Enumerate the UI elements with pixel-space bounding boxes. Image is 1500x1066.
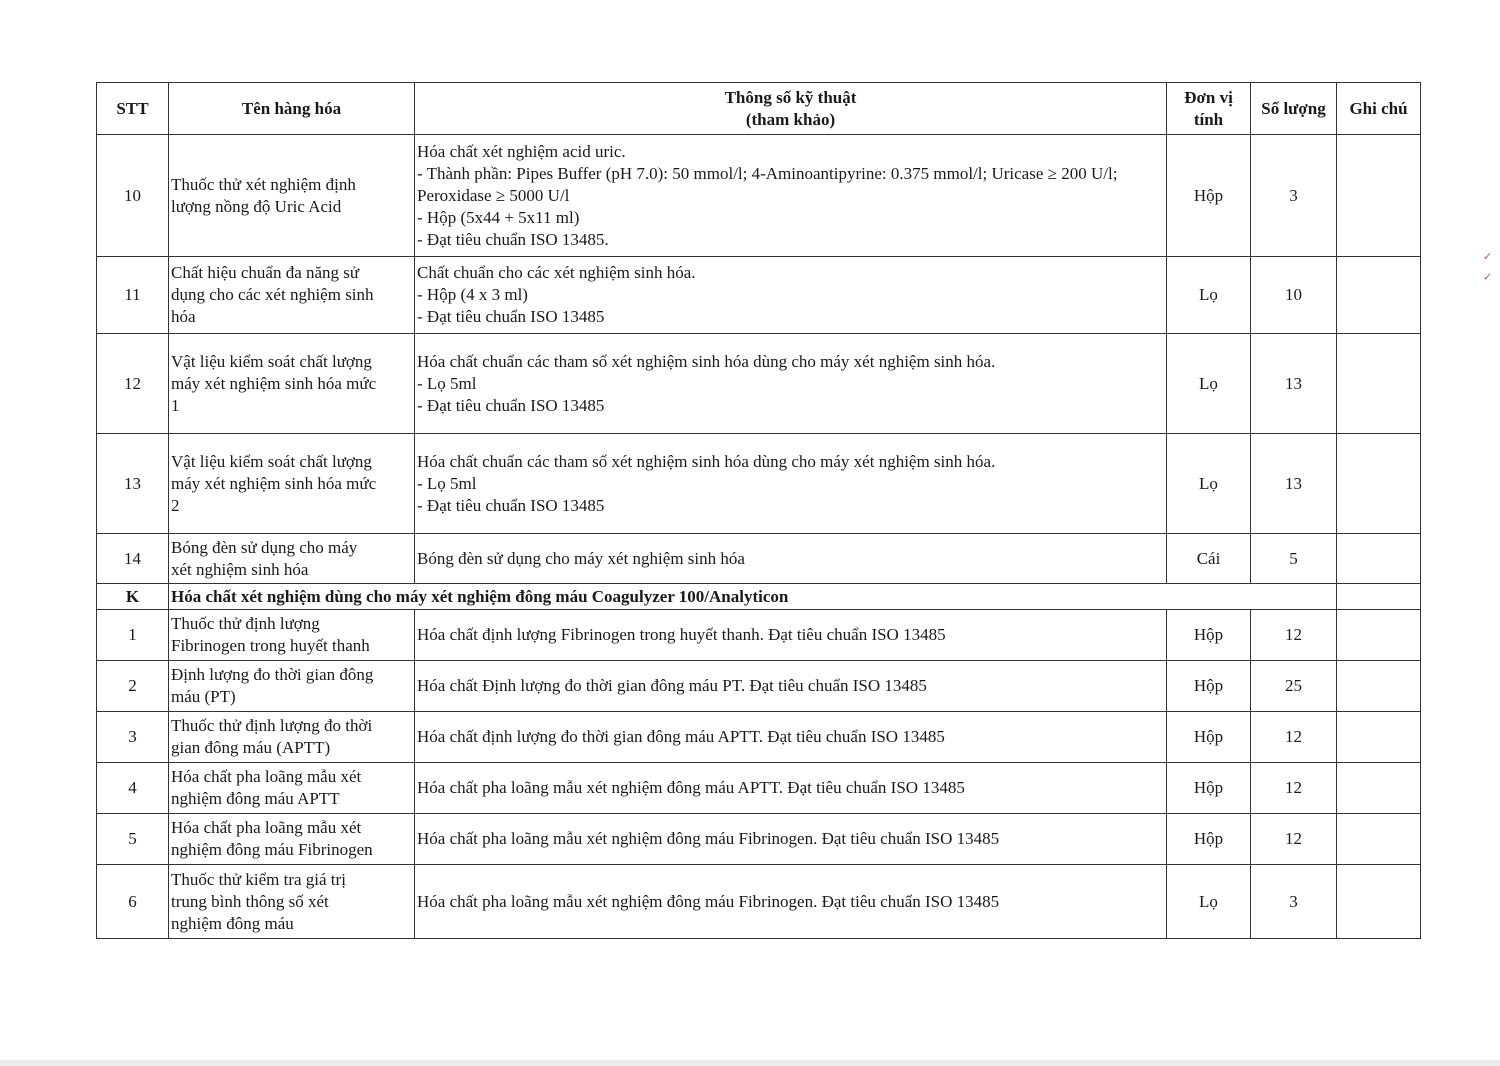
spec-line: - Đạt tiêu chuẩn ISO 13485 <box>417 395 605 415</box>
cell-qty: 12 <box>1251 610 1337 661</box>
name-line: Vật liệu kiểm soát chất lượng <box>171 451 372 471</box>
spec-line: Hóa chất chuẩn các tham số xét nghiệm sinh hóa dùng cho máy xét nghiệm sinh hóa. <box>417 351 996 371</box>
cell-qty: 25 <box>1251 661 1337 712</box>
spec-line: Hóa chất Định lượng đo thời gian đông máu PT. Đạt tiêu chuẩn ISO 13485 <box>417 676 927 695</box>
spec-line: Hóa chất pha loãng mẫu xét nghiệm đông máu APTT. Đạt tiêu chuẩn ISO 13485 <box>417 778 965 797</box>
cell-spec <box>415 610 1167 661</box>
cell-stt: 1 <box>97 610 169 661</box>
cell-qty: 3 <box>1251 135 1337 257</box>
header-unit <box>1167 83 1251 135</box>
cell-spec <box>415 334 1167 434</box>
cell-unit: Lọ <box>1167 434 1251 534</box>
header-note: Ghi chú <box>1337 83 1421 135</box>
table-row <box>97 534 1421 584</box>
table-header-row <box>97 83 1421 135</box>
spec-line: - Lọ 5ml <box>417 373 477 393</box>
cell-name <box>169 434 415 534</box>
spec-line: - Hộp (5x44 + 5x11 ml) <box>417 207 580 227</box>
table-row <box>97 712 1421 763</box>
table-row <box>97 661 1421 712</box>
name-line: Thuốc thử xét nghiệm định <box>171 174 356 194</box>
header-spec-line2: (tham khảo) <box>745 109 836 129</box>
spec-line: - Đạt tiêu chuẩn ISO 13485 <box>417 307 605 326</box>
cell-stt: 6 <box>97 865 169 939</box>
name-line: nghiệm đông máu Fibrinogen <box>171 840 373 859</box>
cell-spec <box>415 814 1167 865</box>
cell-spec <box>415 865 1167 939</box>
cell-name <box>169 257 415 334</box>
spec-line: Hóa chất định lượng Fibrinogen trong huyết thanh. Đạt tiêu chuẩn ISO 13485 <box>417 625 946 644</box>
name-line: Fibrinogen trong huyết thanh <box>171 636 370 655</box>
cell-unit: Lọ <box>1167 257 1251 334</box>
name-line: dụng cho các xét nghiệm sinh <box>171 285 374 304</box>
cell-note <box>1337 434 1421 534</box>
cell-qty: 13 <box>1251 334 1337 434</box>
name-line: Thuốc thử kiểm tra giá trị <box>171 869 346 889</box>
scan-edge <box>0 1060 1500 1066</box>
name-line: Hóa chất pha loãng mẫu xét <box>171 818 362 837</box>
cell-name <box>169 534 415 584</box>
cell-qty: 3 <box>1251 865 1337 939</box>
name-line: máu (PT) <box>171 687 236 706</box>
cell-unit: Cái <box>1167 534 1251 584</box>
name-line: Vật liệu kiểm soát chất lượng <box>171 351 372 371</box>
cell-spec <box>415 763 1167 814</box>
header-qty: Số lượng <box>1251 83 1337 135</box>
cell-stt: 2 <box>97 661 169 712</box>
cell-stt: 12 <box>97 334 169 434</box>
cell-unit: Hộp <box>1167 814 1251 865</box>
name-line: Bóng đèn sử dụng cho máy <box>171 537 358 557</box>
name-line: trung bình thông số xét <box>171 891 329 911</box>
cell-note <box>1337 257 1421 334</box>
document-sheet <box>96 82 1420 939</box>
cell-stt: 5 <box>97 814 169 865</box>
spec-line: - Lọ 5ml <box>417 473 477 493</box>
table-row <box>97 865 1421 939</box>
spec-line: Chất chuẩn cho các xét nghiệm sinh hóa. <box>417 263 696 282</box>
cell-spec <box>415 257 1167 334</box>
spec-line: Hóa chất xét nghiệm acid uric. <box>417 141 626 161</box>
cell-note <box>1337 763 1421 814</box>
cell-unit: Hộp <box>1167 661 1251 712</box>
table-row <box>97 334 1421 434</box>
header-stt: STT <box>97 83 169 135</box>
name-line: máy xét nghiệm sinh hóa mức <box>171 373 377 393</box>
cell-name <box>169 661 415 712</box>
cell-stt: 13 <box>97 434 169 534</box>
cell-name <box>169 334 415 434</box>
table-row <box>97 610 1421 661</box>
cell-name <box>169 763 415 814</box>
margin-stamp-mark: ✓ ✓ <box>1481 250 1494 286</box>
header-spec <box>415 83 1167 135</box>
cell-name <box>169 135 415 257</box>
name-line: 2 <box>171 495 180 515</box>
cell-spec <box>415 712 1167 763</box>
cell-unit: Hộp <box>1167 763 1251 814</box>
header-unit-line2: tính <box>1193 109 1224 129</box>
cell-name <box>169 610 415 661</box>
cell-note <box>1337 661 1421 712</box>
name-line: gian đông máu (APTT) <box>171 738 331 757</box>
name-line: Chất hiệu chuẩn đa năng sử <box>171 263 360 282</box>
cell-note <box>1337 865 1421 939</box>
cell-note <box>1337 712 1421 763</box>
cell-stt: 10 <box>97 135 169 257</box>
cell-qty: 12 <box>1251 763 1337 814</box>
cell-unit: Hộp <box>1167 610 1251 661</box>
cell-note <box>1337 610 1421 661</box>
cell-name <box>169 865 415 939</box>
cell-note <box>1337 534 1421 584</box>
goods-table <box>96 82 1421 939</box>
spec-line: - Hộp (4 x 3 ml) <box>417 285 528 304</box>
section-note <box>1337 584 1421 610</box>
cell-unit: Hộp <box>1167 712 1251 763</box>
cell-qty: 12 <box>1251 814 1337 865</box>
name-line: Hóa chất pha loãng mẫu xét <box>171 767 362 786</box>
cell-qty: 13 <box>1251 434 1337 534</box>
header-name: Tên hàng hóa <box>169 83 415 135</box>
cell-stt: 11 <box>97 257 169 334</box>
name-line: nghiệm đông máu APTT <box>171 789 340 808</box>
cell-qty: 5 <box>1251 534 1337 584</box>
name-line: Định lượng đo thời gian đông <box>171 665 374 684</box>
table-row <box>97 814 1421 865</box>
section-title: Hóa chất xét nghiệm dùng cho máy xét nghiệm đông máu Coagulyzer 100/Analyticon <box>169 584 1337 610</box>
name-line: 1 <box>171 395 180 415</box>
name-line: hóa <box>171 307 196 326</box>
header-unit-line1: Đơn vị <box>1184 87 1233 107</box>
section-row <box>97 584 1421 610</box>
spec-line: Hóa chất định lượng đo thời gian đông máu APTT. Đạt tiêu chuẩn ISO 13485 <box>417 727 945 746</box>
cell-spec <box>415 534 1167 584</box>
spec-line: Hóa chất pha loãng mẫu xét nghiệm đông máu Fibrinogen. Đạt tiêu chuẩn ISO 13485 <box>417 891 1000 911</box>
cell-unit: Hộp <box>1167 135 1251 257</box>
name-line: Thuốc thử định lượng đo thời <box>171 716 373 735</box>
header-spec-line1: Thông số kỹ thuật <box>724 87 857 107</box>
table-row <box>97 434 1421 534</box>
spec-line: Hóa chất chuẩn các tham số xét nghiệm sinh hóa dùng cho máy xét nghiệm sinh hóa. <box>417 451 996 471</box>
section-stt: K <box>97 584 169 610</box>
cell-spec <box>415 135 1167 257</box>
cell-unit: Lọ <box>1167 865 1251 939</box>
name-line: Thuốc thử định lượng <box>171 614 320 633</box>
cell-spec <box>415 661 1167 712</box>
name-line: nghiệm đông máu <box>171 913 294 933</box>
cell-qty: 10 <box>1251 257 1337 334</box>
cell-name <box>169 814 415 865</box>
cell-unit: Lọ <box>1167 334 1251 434</box>
spec-line: Hóa chất pha loãng mẫu xét nghiệm đông máu Fibrinogen. Đạt tiêu chuẩn ISO 13485 <box>417 829 1000 848</box>
table-row <box>97 135 1421 257</box>
spec-line: - Đạt tiêu chuẩn ISO 13485. <box>417 229 609 249</box>
spec-line: - Đạt tiêu chuẩn ISO 13485 <box>417 495 605 515</box>
table-row <box>97 763 1421 814</box>
cell-qty: 12 <box>1251 712 1337 763</box>
name-line: lượng nồng độ Uric Acid <box>171 196 342 216</box>
name-line: xét nghiệm sinh hóa <box>171 559 309 579</box>
cell-spec <box>415 434 1167 534</box>
cell-stt: 3 <box>97 712 169 763</box>
cell-note <box>1337 334 1421 434</box>
table-body <box>97 135 1421 939</box>
cell-stt: 14 <box>97 534 169 584</box>
cell-name <box>169 712 415 763</box>
spec-line: - Thành phần: Pipes Buffer (pH 7.0): 50 mmol/l; 4-Aminoantipyrine: 0.375 mmol/l; Uricase ≥ 200 U/l; Peroxidase ≥ 5000 U/l <box>417 163 1118 205</box>
cell-note <box>1337 135 1421 257</box>
cell-note <box>1337 814 1421 865</box>
table-row <box>97 257 1421 334</box>
cell-stt: 4 <box>97 763 169 814</box>
name-line: máy xét nghiệm sinh hóa mức <box>171 473 377 493</box>
spec-line: Bóng đèn sử dụng cho máy xét nghiệm sinh hóa <box>417 548 745 568</box>
